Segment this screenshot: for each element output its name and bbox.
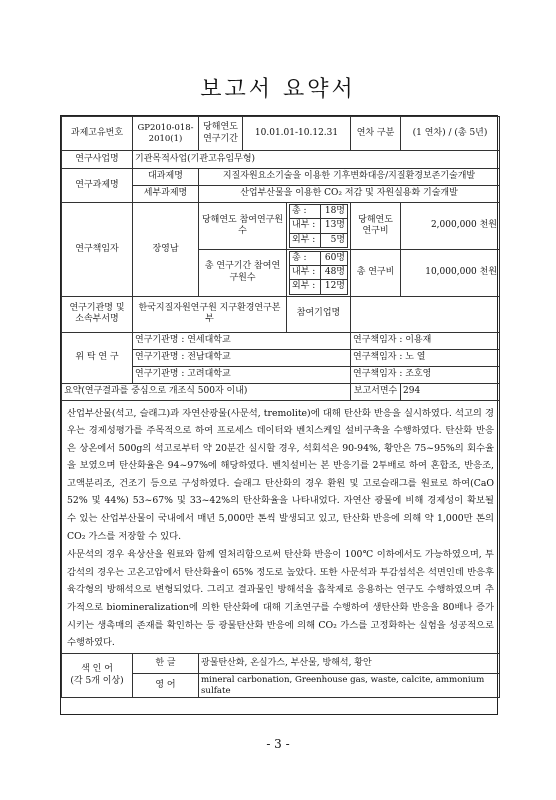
page-number: - 3 - — [266, 737, 290, 751]
pages-label: 보고서면수 — [351, 383, 401, 400]
abstract-text — [62, 401, 499, 652]
keywords-en-label: 영 어 — [133, 673, 199, 697]
total-outside-value: 12명 — [320, 280, 347, 294]
consign-pi-3: 연구책임자 : 조호영 — [351, 366, 500, 383]
business-label: 연구사업명 — [62, 151, 133, 169]
keywords-en-value: mineral carbonation, Greenhouse gas, waste, calcite, ammonium sulfate — [199, 673, 500, 697]
phase-label: 연차 구분 — [351, 117, 401, 151]
total-outside-label: 외부 : — [290, 280, 321, 294]
total-inside-value: 48명 — [320, 266, 347, 280]
total-total-label: 총 : — [290, 251, 321, 265]
summary-label: 요약(연구결과를 중심으로 개조식 500자 이내) — [62, 383, 351, 400]
keywords-ko-value: 광물탄산화, 온실가스, 부산물, 방해석, 황안 — [199, 653, 500, 673]
year-inside-value: 13명 — [320, 219, 347, 233]
task-label: 연구과제명 — [62, 169, 133, 203]
abstract-cell — [62, 400, 500, 653]
keywords-label-line2: (각 5개 이상) — [70, 675, 124, 686]
document-title: 보고서 요약서 — [200, 77, 356, 102]
consign-pi-1: 연구책임자 : 이용재 — [351, 332, 500, 349]
year-budget-value: 2,000,000 천원 — [401, 203, 500, 250]
phase-value: (1 연차) / (총 5년) — [401, 117, 500, 151]
year-budget-label: 당해연도 연구비 — [351, 203, 401, 250]
abstract-paragraph-1: 산업부산물(석고, 슬래그)과 자연산광물(사문석, tremolite)에 대해 탄산화 반응을 실시하였다. 석고의 경우는 경제성평가를 주목적으로 하여 프로세스 데이터와 벤치스케일 설비구축을 수행하였다. 탄산화 반응은 상온에서 500g의 석고로부터 약 20분간 실시할 경우, 석회석은 90-94%, 황안은 75~95%의 회수율을 보였으며 탄산화율은 94~97%에 해당하였다. 벤치설비는 본 반응기를 2투배로 하여 혼합조, 반응조, 고액분리조, 건조기 등으로 구성하였다. 슬래그 탄산화의 경우 환원 및 고로슬래그를 원료로 하여(CaO 52% 및 44%) 53~67% 및 33~42%의 탄산화율을 나타내었다. 자연산 광물에 비해 경제성이 확보될 수 있는 산업부산물이 국내에서 매년 5,000만 톤씩 발생되고 있고, 탄산화 반응에 의해 약 1,000만 톤의 CO₂ 가스를 저장할 수 있다. — [67, 407, 495, 542]
total-researcher-counts — [287, 249, 351, 296]
org-label: 연구기관명 및 소속부서명 — [62, 296, 133, 332]
business-value: 기관목적사업(기관고유임무형) — [133, 151, 500, 169]
year-total-label: 총 : — [290, 205, 321, 219]
consign-pi-2: 연구책임자 : 노 열 — [351, 349, 500, 366]
year-inside-label: 내부 : — [290, 219, 321, 233]
partner-value — [351, 296, 500, 332]
project-no-label: 과제고유번호 — [62, 117, 133, 151]
main-task-label: 대과제명 — [133, 169, 199, 186]
year-researcher-counts — [287, 203, 351, 250]
keywords-ko-label: 한 글 — [133, 653, 199, 673]
pages-value: 294 — [401, 383, 500, 400]
pi-label: 연구책임자 — [62, 203, 133, 297]
total-inside-label: 내부 : — [290, 266, 321, 280]
abstract-paragraph-2: 사문석의 경우 육상산을 원료와 함께 열처리함으로써 탄산화 반응이 100℃ 이하에서도 가능하였으며, 투감석의 경우는 고온고압에서 탄산화율이 65% 정도로 높았다. 또한 사문석과 투감섬석은 석면인데 반응후 육각형의 방해석으로 변형되었다. 그리고 결과물인 방해석을 흡착제로 응용하는 연구도 수행하였으며 추가적으로 biomineralization에 의한 탄산화에 대해 기초연구를 수행하여 생탄산화 반응을 80배나 증가시키는 생촉매의 존재를 확인하는 등 광물탄산화 반응에 의해 CO₂ 가스를 고정화하는 실험을 성공적으로 수행하였다. — [67, 549, 495, 649]
total-budget-value: 10,000,000 천원 — [401, 249, 500, 296]
consign-org-2: 연구기관명 : 전남대학교 — [133, 349, 351, 366]
detail-task-value: 산업부산물을 이용한 CO₂ 저감 및 자원실용화 기술개발 — [199, 186, 500, 203]
summary-form — [60, 115, 498, 715]
consign-label: 위 탁 연 구 — [62, 332, 133, 383]
year-outside-label: 외부 : — [290, 233, 321, 247]
keywords-label — [62, 653, 133, 697]
period-value: 10.01.01-10.12.31 — [243, 117, 351, 151]
consign-org-1: 연구기관명 : 연세대학교 — [133, 332, 351, 349]
keywords-label-line1: 색 인 어 — [81, 664, 113, 675]
pi-name: 장영남 — [133, 203, 199, 297]
detail-task-label: 세부과제명 — [133, 186, 199, 203]
total-total-value: 60명 — [320, 251, 347, 265]
form-table — [61, 116, 500, 698]
main-task-value: 지질자원요소기술을 이용한 기후변화대응/지질환경보존기술개발 — [199, 169, 500, 186]
period-label: 당해연도 연구기간 — [199, 117, 243, 151]
year-outside-value: 5명 — [320, 233, 347, 247]
org-value: 한국지질자원연구원 지구환경연구본부 — [133, 296, 287, 332]
total-researchers-label: 총 연구기간 참여연구원수 — [199, 249, 287, 296]
project-no-value: GP2010-018-2010(1) — [133, 117, 199, 151]
year-total-value: 18명 — [320, 205, 347, 219]
year-researchers-label: 당해연도 참여연구원수 — [199, 203, 287, 250]
total-budget-label: 총 연구비 — [351, 249, 401, 296]
consign-org-3: 연구기관명 : 고려대학교 — [133, 366, 351, 383]
partner-label: 참여기업명 — [287, 296, 351, 332]
